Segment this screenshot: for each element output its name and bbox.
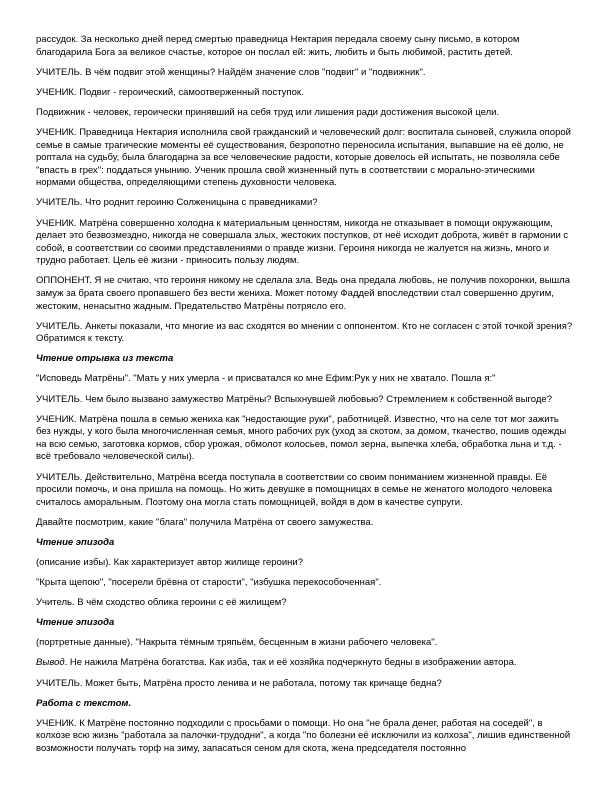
paragraph-23: УЧИТЕЛЬ. Может быть, Матрёна просто ленива и не работала, потому так кричаще бедна? bbox=[36, 677, 442, 689]
section-heading: Чтение эпизода bbox=[36, 536, 115, 548]
paragraph-5: УЧЕНИК. Праведница Нектария исполнила свой гражданский и человеческий долг: воспитала сыновей, служила опорой семье в самые трагические моменты её существования, безропотно переносила испытания, выпавшие на её долю, не роптала на судьбу, была благодарна за все человеческие радости, которые довелось ей испытать, не позволяла себе "впасть в грех": поддаться унынию. Ученик прошла свой жизненный путь в соответствии с морально-этическими нормами общества, определяющими степень духовности человека. bbox=[36, 126, 571, 189]
paragraph-21: (портретные данные). "Накрыта тёмным тряпьём, бесценным в жизни рабочего человека". bbox=[36, 637, 438, 649]
paragraph-12: УЧИТЕЛЬ. Чем было вызвано замужество Матрёны? Вспыхнувшей любовью? Стремлением к собственной выгоде? bbox=[36, 393, 552, 405]
paragraph-19: Учитель. В чём сходство облика героини с её жилищем? bbox=[36, 597, 287, 609]
paragraph-3: УЧЕНИК. Подвиг - героический, самоотверженный поступок. bbox=[36, 86, 304, 98]
section-heading: Работа с текстом. bbox=[36, 697, 132, 709]
paragraph-18: "Крыта щепою", "посерели брёвна от старости", "избушка перекособоченная". bbox=[36, 577, 382, 589]
paragraph-11: "Исповедь Матрёны". "Мать у них умерла - и присватался ко мне Ефим:Рук у них не хватало. Пошла я:" bbox=[36, 373, 496, 385]
conclusion-lead: Вывод bbox=[36, 657, 65, 669]
paragraph-6: УЧИТЕЛЬ. Что роднит героиню Солженицына с праведниками? bbox=[36, 197, 318, 209]
document-page bbox=[36, 34, 576, 763]
section-heading: Чтение отрывка из текста bbox=[36, 353, 174, 365]
paragraph-9: УЧИТЕЛЬ. Анкеты показали, что многие из вас сходятся во мнении с оппонентом. Кто не согласен с этой точкой зрения? Обратимся к тексту. bbox=[36, 320, 573, 345]
paragraph-14: УЧИТЕЛЬ. Действительно, Матрёна всегда поступала в соответствии со своим пониманием жизненной правды. Её просили помочь, и она пришла на помощь. Но жить девушке в помощницах в семье не женатого молодого человека считалось аморальным. Поэтому она могла стать помощницей, войдя в дом в качестве супруги. bbox=[36, 471, 553, 508]
paragraph-1: рассудок. За несколько дней перед смертью праведница Нектария передала своему сыну письмо, в котором благодарила Бога за великое счастье, которое он послал ей: жить, любить и быть любимой, растить детей. bbox=[36, 34, 520, 58]
section-heading: Чтение эпизода bbox=[36, 617, 115, 629]
paragraph-13: УЧЕНИК. Матрёна пошла в семью жениха как "недостающие руки", работницей. Известно, что на селе тот мог зажить без нужды, у кого была многочисленная семья, много рабочих рук (уход за скотом, за домом, ткачество, пошив одежды на всю семью, заготовка кормов, сбор урожая, обмолот колосьев, помол зерна, выпечка хлеба, обработка льна и т.д. - всё требовало человеческой силы). bbox=[36, 413, 567, 463]
paragraph-22 bbox=[36, 657, 576, 670]
paragraph-25: УЧЕНИК. К Матрёне постоянно подходили с просьбами о помощи. Но она "не брала денег, работая на соседей", в колхозе всю жизнь "работала за палочки-трудодни", а когда "по болезни её исключили из колхоза", лишив единственной возможности получать торф на зиму, запасаться сеном для скота, жена председателя постоянно bbox=[36, 717, 571, 754]
paragraph-8: ОППОНЕНТ. Я не считаю, что героиня никому не сделала зла. Ведь она предала любовь, не получив похоронки, вышла замуж за брата своего пропавшего без вести жениха. Может потому Фаддей впоследствии стал совершенно другим, жестоким, ненасытно жадным. Предательство Матрёны потрясло его. bbox=[36, 275, 570, 312]
paragraph-17: (описание избы). Как характеризует автор жилище героини? bbox=[36, 557, 303, 568]
conclusion-text: . Не нажила Матрёна богатства. Как изба, так и её хозяйка подчеркнуто бедны в изображении автора. bbox=[64, 657, 517, 669]
paragraph-2: УЧИТЕЛЬ. В чём подвиг этой женщины? Найдём значение слов "подвиг" и "подвижник". bbox=[36, 66, 426, 78]
paragraph-4: Подвижник - человек, героически принявший на себя труд или лишения ради достижения высокой цели. bbox=[36, 106, 500, 118]
paragraph-7: УЧЕНИК. Матрёна совершенно холодна к материальным ценностям, никогда не отказывает в помощи окружающим, делает это безвозмездно, никогда не совершала злых, жестоких поступков, от неё исходит доброта, живёт в гармонии с собой, в соответствии со своими представлениями о правде жизни. Героиня никогда не жалуется на жизнь, много и трудно работает. Цель её жизни - приносить пользу людям. bbox=[36, 217, 569, 267]
paragraph-15: Давайте посмотрим, какие "блага" получила Матрёна от своего замужества. bbox=[36, 516, 374, 528]
